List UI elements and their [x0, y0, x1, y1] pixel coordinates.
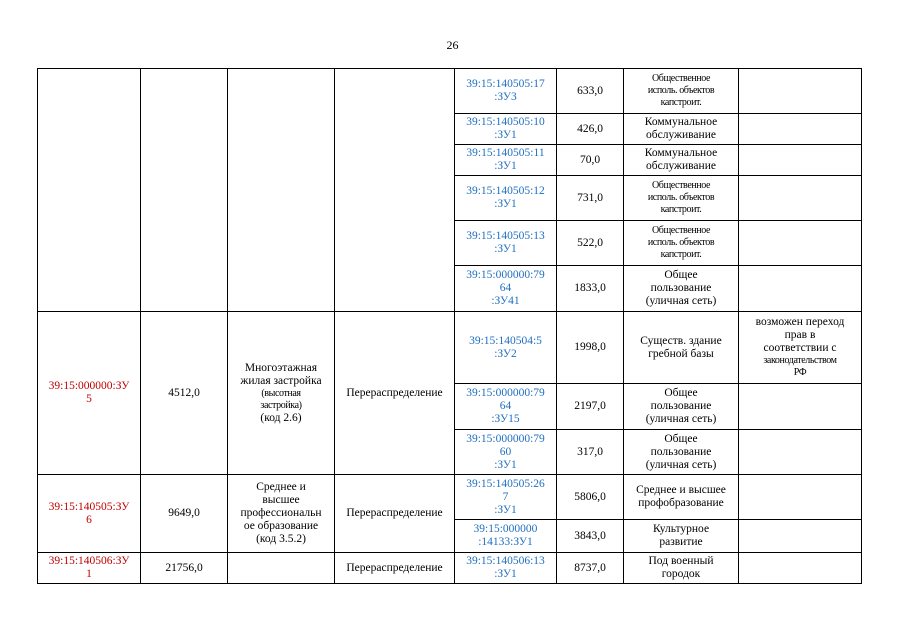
area-value: 426,0 — [557, 114, 624, 145]
area-value: 1998,0 — [557, 312, 624, 384]
area-value: 633,0 — [557, 69, 624, 114]
cadastral-number: 39:15:000000:79 64 :ЗУ41 — [455, 266, 557, 312]
permitted-use: Существ. здание гребной базы — [624, 312, 739, 384]
empty-cell — [335, 69, 455, 312]
plot-id: 39:15:000000:ЗУ 5 — [38, 312, 141, 475]
area-value: 522,0 — [557, 221, 624, 266]
permitted-use: Общественное исполь. объектов капстроит. — [624, 221, 739, 266]
empty-cell — [228, 69, 335, 312]
permitted-use: Общее пользование (уличная сеть) — [624, 266, 739, 312]
note-cell — [739, 221, 862, 266]
empty-cell — [38, 69, 141, 312]
cadastral-number: 39:15:000000:79 64 :ЗУ15 — [455, 384, 557, 430]
note-cell — [739, 475, 862, 520]
cadastral-number: 39:15:140505:10 :ЗУ1 — [455, 114, 557, 145]
note-cell — [739, 520, 862, 553]
area-value: 317,0 — [557, 430, 624, 475]
note-cell — [739, 312, 862, 384]
zone-name: Среднее и высшее профессиональн ое образование (код 3.5.2) — [228, 475, 335, 553]
permitted-use: Под военный городок — [624, 553, 739, 584]
plot-id: 39:15:140505:ЗУ 6 — [38, 475, 141, 553]
area-value: 731,0 — [557, 176, 624, 221]
zone-subtype: (высотная застройка) — [260, 387, 302, 411]
plot-id: 39:15:140506:ЗУ 1 — [38, 553, 141, 584]
formation-method: Перераспределение — [335, 553, 455, 584]
table-row — [38, 312, 862, 384]
cadastral-number: 39:15:140505:26 7 :ЗУ1 — [455, 475, 557, 520]
cadastral-number: 39:15:140505:12 :ЗУ1 — [455, 176, 557, 221]
note-text: возможен переход прав в соответствии с — [755, 316, 845, 354]
empty-cell — [141, 69, 228, 312]
zone-name: Многоэтажная жилая застройка — [240, 361, 322, 387]
cadastral-number: 39:15:000000:79 60 :ЗУ1 — [455, 430, 557, 475]
permitted-use: Культурное развитие — [624, 520, 739, 553]
note-cell — [739, 430, 862, 475]
area-value: 70,0 — [557, 145, 624, 176]
plot-area: 4512,0 — [141, 312, 228, 475]
area-value: 5806,0 — [557, 475, 624, 520]
zone-cell — [228, 312, 335, 475]
note-cell — [739, 384, 862, 430]
cadastral-number: 39:15:140504:5 :ЗУ2 — [455, 312, 557, 384]
permitted-use: Среднее и высшее профобразование — [624, 475, 739, 520]
permitted-use: Общественное исполь. объектов капстроит. — [624, 69, 739, 114]
plot-area: 21756,0 — [141, 553, 228, 584]
table-row — [38, 553, 862, 584]
permitted-use: Общее пользование (уличная сеть) — [624, 430, 739, 475]
area-value: 3843,0 — [557, 520, 624, 553]
cadastral-number: 39:15:000000 :14133:ЗУ1 — [455, 520, 557, 553]
table-row — [38, 69, 862, 114]
table-row — [38, 475, 862, 520]
permitted-use: Коммунальное обслуживание — [624, 114, 739, 145]
area-value: 8737,0 — [557, 553, 624, 584]
plot-area: 9649,0 — [141, 475, 228, 553]
permitted-use: Общее пользование (уличная сеть) — [624, 384, 739, 430]
permitted-use: Коммунальное обслуживание — [624, 145, 739, 176]
area-value: 1833,0 — [557, 266, 624, 312]
formation-method: Перераспределение — [335, 475, 455, 553]
land-plots-table — [37, 68, 862, 584]
note-cell — [739, 69, 862, 114]
cadastral-number: 39:15:140505:11 :ЗУ1 — [455, 145, 557, 176]
note-cell — [739, 266, 862, 312]
zone-code: (код 2.6) — [260, 411, 302, 424]
note-cell — [739, 176, 862, 221]
formation-method: Перераспределение — [335, 312, 455, 475]
permitted-use: Общественное исполь. объектов капстроит. — [624, 176, 739, 221]
note-text-condensed: законодательством РФ — [763, 355, 837, 378]
note-cell — [739, 114, 862, 145]
zone-name — [228, 553, 335, 584]
area-value: 2197,0 — [557, 384, 624, 430]
note-cell — [739, 553, 862, 584]
page-number: 26 — [446, 38, 459, 52]
cadastral-number: 39:15:140505:13 :ЗУ1 — [455, 221, 557, 266]
note-cell — [739, 145, 862, 176]
cadastral-number: 39:15:140506:13 :ЗУ1 — [455, 553, 557, 584]
cadastral-number: 39:15:140505:17 :ЗУ3 — [455, 69, 557, 114]
